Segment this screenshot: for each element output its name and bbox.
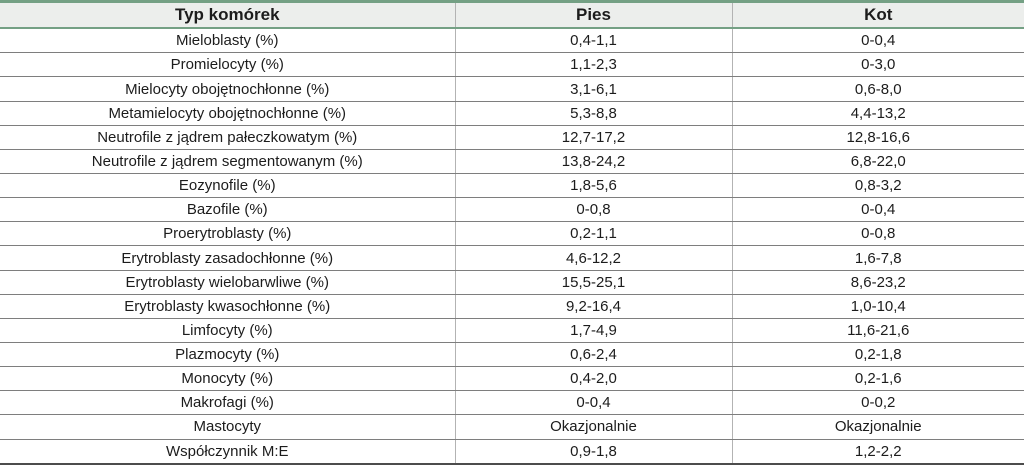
table-row: [0, 174, 1024, 198]
cell-cat-value: 8,6-23,2: [732, 270, 1024, 294]
cell-cat-value: 0,2-1,6: [732, 367, 1024, 391]
table-row: [0, 294, 1024, 318]
cell-type: Neutrofile z jądrem segmentowanym (%): [0, 149, 455, 173]
column-header-dog: Pies: [455, 2, 732, 29]
cell-type: Współczynnik M:E: [0, 439, 455, 464]
table-row: [0, 367, 1024, 391]
cell-type: Monocyty (%): [0, 367, 455, 391]
cell-dog-value: 0,6-2,4: [455, 343, 732, 367]
cell-dog-value: 0,4-2,0: [455, 367, 732, 391]
cell-cat-value: 4,4-13,2: [732, 101, 1024, 125]
cell-type: Plazmocyty (%): [0, 343, 455, 367]
cell-dog-value: 0,4-1,1: [455, 28, 732, 53]
table-row: [0, 439, 1024, 464]
cell-cat-value: 0-0,4: [732, 198, 1024, 222]
cell-type: Promielocyty (%): [0, 53, 455, 77]
cell-type: Makrofagi (%): [0, 391, 455, 415]
table-row: [0, 246, 1024, 270]
cell-dog-value: 0,2-1,1: [455, 222, 732, 246]
cell-dog-value: 0,9-1,8: [455, 439, 732, 464]
cell-type: Erytroblasty wielobarwliwe (%): [0, 270, 455, 294]
table-row: [0, 415, 1024, 439]
cell-dog-value: 12,7-17,2: [455, 125, 732, 149]
cell-cat-value: 12,8-16,6: [732, 125, 1024, 149]
table-body: [0, 28, 1024, 464]
cell-cat-value: 11,6-21,6: [732, 318, 1024, 342]
cell-cat-value: 0-0,8: [732, 222, 1024, 246]
cell-type: Mielocyty obojętnochłonne (%): [0, 77, 455, 101]
table-row: [0, 222, 1024, 246]
cell-dog-value: 3,1-6,1: [455, 77, 732, 101]
cell-cat-value: 0-3,0: [732, 53, 1024, 77]
cell-cat-value: 0-0,4: [732, 28, 1024, 53]
cell-type: Neutrofile z jądrem pałeczkowatym (%): [0, 125, 455, 149]
cell-cat-value: 6,8-22,0: [732, 149, 1024, 173]
column-header-cell-type: Typ komórek: [0, 2, 455, 29]
column-header-cat: Kot: [732, 2, 1024, 29]
cell-cat-value: 0,8-3,2: [732, 174, 1024, 198]
cell-dog-value: 15,5-25,1: [455, 270, 732, 294]
cell-cat-value: 1,6-7,8: [732, 246, 1024, 270]
cell-type: Limfocyty (%): [0, 318, 455, 342]
table-row: [0, 198, 1024, 222]
table-header-row: [0, 2, 1024, 29]
cell-type: Erytroblasty kwasochłonne (%): [0, 294, 455, 318]
table-row: [0, 149, 1024, 173]
table-row: [0, 343, 1024, 367]
cell-cat-value: 0-0,2: [732, 391, 1024, 415]
cell-dog-value: 0-0,4: [455, 391, 732, 415]
cell-dog-value: Okazjonalnie: [455, 415, 732, 439]
table-row: [0, 53, 1024, 77]
table-row: [0, 125, 1024, 149]
cell-type: Metamielocyty obojętnochłonne (%): [0, 101, 455, 125]
table-row: [0, 101, 1024, 125]
cell-cat-value: Okazjonalnie: [732, 415, 1024, 439]
cell-type: Mastocyty: [0, 415, 455, 439]
cell-cat-value: 1,0-10,4: [732, 294, 1024, 318]
cell-dog-value: 5,3-8,8: [455, 101, 732, 125]
cell-dog-value: 0-0,8: [455, 198, 732, 222]
cell-dog-value: 9,2-16,4: [455, 294, 732, 318]
table-row: [0, 270, 1024, 294]
cell-type: Mieloblasty (%): [0, 28, 455, 53]
table-row: [0, 391, 1024, 415]
cell-type: Erytroblasty zasadochłonne (%): [0, 246, 455, 270]
cell-cat-value: 1,2-2,2: [732, 439, 1024, 464]
table-row: [0, 77, 1024, 101]
cell-dog-value: 1,7-4,9: [455, 318, 732, 342]
table-row: [0, 28, 1024, 53]
cell-dog-value: 4,6-12,2: [455, 246, 732, 270]
cell-type: Bazofile (%): [0, 198, 455, 222]
cell-cat-value: 0,6-8,0: [732, 77, 1024, 101]
cell-type: Eozynofile (%): [0, 174, 455, 198]
cell-cat-value: 0,2-1,8: [732, 343, 1024, 367]
cell-type: Proerytroblasty (%): [0, 222, 455, 246]
cell-dog-value: 1,8-5,6: [455, 174, 732, 198]
cell-dog-value: 13,8-24,2: [455, 149, 732, 173]
table-row: [0, 318, 1024, 342]
cell-dog-value: 1,1-2,3: [455, 53, 732, 77]
